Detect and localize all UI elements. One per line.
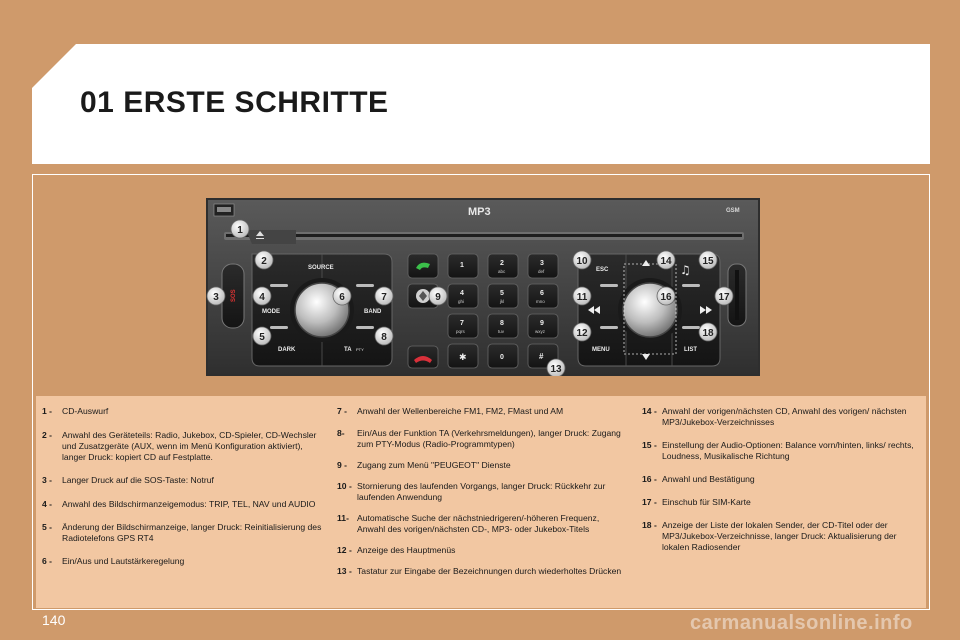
description-item: 10 - Stornierung des laufenden Vorgangs, langer Druck: Rückkehr zur laufenden Anwendung bbox=[337, 481, 606, 502]
svg-text:abc: abc bbox=[498, 269, 506, 274]
gsm-label: GSM bbox=[726, 208, 740, 214]
svg-text:1: 1 bbox=[460, 262, 464, 269]
svg-text:2: 2 bbox=[261, 256, 267, 267]
mp3-label: MP3 bbox=[468, 206, 491, 218]
svg-text:tuv: tuv bbox=[498, 329, 505, 334]
svg-text:14: 14 bbox=[660, 256, 672, 267]
description-item: 2 - Anwahl des Geräteteils: Radio, Jukebox, CD-Spieler, CD-Wechsler und Zusatzgeräte (AUX, wenn im Menü Konfiguration aktiviert), langer Druck: kopiert CD auf Festplatte. bbox=[42, 430, 317, 462]
menu-button-label[interactable]: MENU bbox=[592, 347, 610, 353]
description-item: 16 - Anwahl und Bestätigung bbox=[642, 474, 755, 484]
watermark: carmanualsonline.info bbox=[690, 612, 913, 634]
star-icon: ✱ bbox=[459, 353, 467, 363]
source-button-label[interactable]: SOURCE bbox=[308, 265, 334, 271]
svg-text:6: 6 bbox=[540, 290, 544, 297]
ta-button-label[interactable]: TA bbox=[344, 347, 352, 353]
description-item: 13 - Tastatur zur Eingabe der Bezeichnungen durch wiederholtes Drücken bbox=[337, 566, 622, 576]
svg-text:5: 5 bbox=[259, 332, 265, 343]
svg-text:mno: mno bbox=[536, 299, 545, 304]
svg-text:11: 11 bbox=[576, 292, 588, 303]
svg-text:ghi: ghi bbox=[458, 299, 465, 304]
svg-text:12: 12 bbox=[576, 328, 588, 339]
description-item: 4 - Anwahl des Bildschirmanzeigemodus: TRIP, TEL, NAV und AUDIO bbox=[42, 499, 316, 509]
svg-text:17: 17 bbox=[718, 292, 730, 303]
svg-text:pqrs: pqrs bbox=[456, 329, 465, 334]
band-button-label[interactable]: BAND bbox=[364, 309, 382, 315]
sos-label: SOS bbox=[231, 289, 237, 302]
svg-text:16: 16 bbox=[660, 292, 672, 303]
svg-text:1: 1 bbox=[237, 225, 243, 236]
description-item: 15 - Einstellung der Audio-Optionen: Balance vorn/hinten, links/ rechts, Loudness, Musikalische Richtung bbox=[642, 440, 914, 461]
svg-text:jkl: jkl bbox=[500, 299, 505, 304]
page-number: 140 bbox=[42, 612, 66, 628]
svg-text:4: 4 bbox=[460, 290, 464, 297]
svg-text:9: 9 bbox=[540, 320, 544, 327]
svg-text:3: 3 bbox=[540, 260, 544, 267]
description-item: 14 - Anwahl der vorigen/nächsten CD, Anwahl des vorigen/ nächsten MP3/Jukebox-Verzeichnisses bbox=[642, 406, 907, 427]
description-item: 7 - Anwahl der Wellenbereiche FM1, FM2, FMast und AM bbox=[337, 406, 564, 416]
dark-button-label[interactable]: DARK bbox=[278, 347, 296, 353]
radio-unit-illustration bbox=[206, 198, 760, 376]
svg-text:8: 8 bbox=[500, 320, 504, 327]
list-button-label[interactable]: LIST bbox=[684, 347, 697, 353]
mode-button-label[interactable]: MODE bbox=[262, 309, 280, 315]
page-title: 01 ERSTE SCHRITTE bbox=[80, 86, 389, 119]
svg-text:2: 2 bbox=[500, 260, 504, 267]
description-item: 6 - Ein/Aus und Lautstärkeregelung bbox=[42, 556, 185, 566]
description-item: 9 - Zugang zum Menü "PEUGEOT" Dienste bbox=[337, 460, 511, 470]
svg-text:0: 0 bbox=[500, 354, 504, 361]
hash-icon: # bbox=[539, 352, 544, 361]
svg-text:8: 8 bbox=[381, 332, 387, 343]
description-item: 18 - Anzeige der Liste der lokalen Sender, der CD-Titel oder der MP3/Jukebox-Verzeichnisse, langer Druck: Aktualisierung der lokalen Radiosender bbox=[642, 520, 897, 552]
description-item: 12 - Anzeige des Hauptmenüs bbox=[337, 545, 456, 555]
svg-text:15: 15 bbox=[702, 256, 714, 267]
svg-text:13: 13 bbox=[550, 364, 562, 375]
description-column-1 bbox=[42, 406, 322, 567]
descriptions-panel bbox=[36, 396, 926, 608]
description-item: 5 - Änderung der Bildschirmanzeige, langer Druck: Reinitialisierung des Radiotelefons GPS RT4 bbox=[42, 522, 322, 543]
description-column-3 bbox=[642, 406, 924, 553]
eject-button[interactable] bbox=[246, 230, 296, 244]
svg-text:5: 5 bbox=[500, 290, 504, 297]
music-note-icon[interactable]: ♫ bbox=[680, 263, 691, 277]
description-item: 11- Automatische Suche der nächstniedrigeren/-höheren Frequenz, Anwahl des vorigen/nächsten CD-, MP3- oder Jukebox-Titels bbox=[337, 513, 600, 534]
svg-text:def: def bbox=[538, 269, 545, 274]
description-item: 1 - CD-Auswurf bbox=[42, 406, 109, 416]
svg-text:7: 7 bbox=[460, 320, 464, 327]
svg-text:6: 6 bbox=[339, 292, 345, 303]
svg-text:10: 10 bbox=[576, 256, 588, 267]
description-item: 17 - Einschub für SIM-Karte bbox=[642, 497, 751, 507]
pty-label: PTY bbox=[356, 347, 364, 352]
esc-button-label[interactable]: ESC bbox=[596, 267, 609, 273]
description-item: 3 - Langer Druck auf die SOS-Taste: Notruf bbox=[42, 475, 214, 485]
svg-text:9: 9 bbox=[435, 292, 441, 303]
svg-text:7: 7 bbox=[381, 292, 387, 303]
svg-text:4: 4 bbox=[259, 292, 265, 303]
svg-text:3: 3 bbox=[213, 292, 219, 303]
svg-text:18: 18 bbox=[702, 328, 714, 339]
description-column-2 bbox=[337, 406, 627, 577]
svg-text:wxyz: wxyz bbox=[535, 329, 545, 334]
description-item: 8- Ein/Aus der Funktion TA (Verkehrsmeldungen), langer Druck: Zugang zum PTY-Modus (Radio-Programmtypen) bbox=[337, 428, 621, 449]
